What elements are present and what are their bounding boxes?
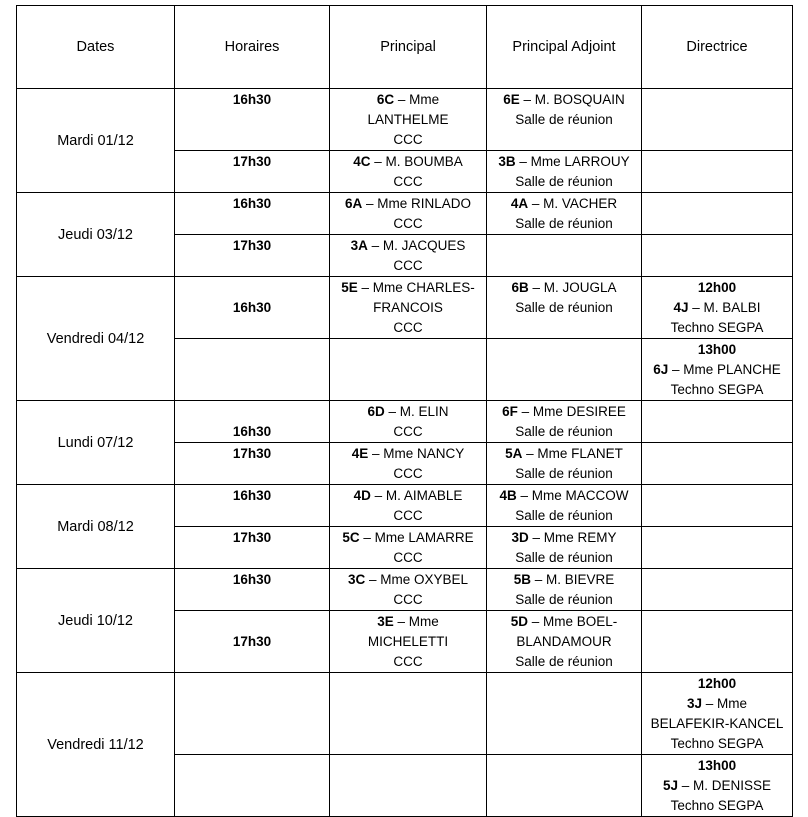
class-code: 3J: [686, 696, 702, 711]
class-code: 4C: [353, 154, 371, 169]
class-code: 4J: [673, 300, 689, 315]
time-cell: 16h30: [175, 193, 330, 235]
room: Salle de réunion: [515, 654, 613, 669]
teacher-name: M. JACQUES: [382, 238, 466, 253]
class-code: 5J: [662, 778, 678, 793]
directrice-cell: 12h00 3J – Mme BELAFEKIR-KANCEL Techno SEGPA: [642, 673, 793, 755]
principal-cell: 3C – Mme OXYBEL CCC: [330, 569, 487, 611]
teacher-name: M. BALBI: [703, 300, 761, 315]
teacher-name: Mme RINLADO: [377, 196, 472, 211]
room: Salle de réunion: [515, 112, 613, 127]
teacher-name: Mme: [408, 614, 439, 629]
adjoint-cell: 3B – Mme LARROUY Salle de réunion: [487, 151, 642, 193]
class-code: 6C: [376, 92, 395, 107]
table-row: [17, 485, 793, 527]
principal-cell: [330, 339, 487, 401]
room: Techno SEGPA: [670, 736, 764, 751]
directrice-cell: [642, 89, 793, 151]
principal-cell: 3E – Mme MICHELETTI CCC: [330, 611, 487, 673]
teacher-name: M. BIEVRE: [546, 572, 615, 587]
directrice-cell: 13h00 5J – M. DENISSE Techno SEGPA: [642, 755, 793, 817]
directrice-cell: [642, 611, 793, 673]
class-code: 6F: [502, 404, 518, 419]
adjoint-cell: [487, 339, 642, 401]
table-row: [17, 193, 793, 235]
directrice-cell: 12h00 4J – M. BALBI Techno SEGPA: [642, 277, 793, 339]
teacher-name: Mme CHARLES-: [372, 280, 475, 295]
class-code: 3C: [347, 572, 366, 587]
room: Salle de réunion: [515, 174, 613, 189]
principal-cell: [330, 673, 487, 755]
date-cell: Lundi 07/12: [17, 401, 175, 485]
adjoint-cell: [487, 755, 642, 817]
adjoint-cell: [487, 673, 642, 755]
meeting-hour: 12h00: [697, 676, 737, 691]
meeting-hour: 12h00: [697, 280, 737, 295]
teacher-name-cont: BLANDAMOUR: [516, 634, 612, 649]
teacher-name: Mme LAMARRE: [374, 530, 474, 545]
adjoint-cell: 5A – Mme FLANET Salle de réunion: [487, 443, 642, 485]
date-cell: Vendredi 11/12: [17, 673, 175, 817]
teacher-name: Mme FLANET: [537, 446, 623, 461]
room: Techno SEGPA: [670, 320, 764, 335]
room: Salle de réunion: [515, 550, 613, 565]
room: Salle de réunion: [515, 216, 613, 231]
meeting-hour: 13h00: [697, 758, 737, 773]
directrice-cell: [642, 193, 793, 235]
class-code: 6E: [503, 92, 520, 107]
header-directrice: Directrice: [642, 6, 793, 89]
room: Salle de réunion: [515, 300, 613, 315]
room: CCC: [393, 508, 423, 523]
room: CCC: [393, 424, 423, 439]
directrice-cell: 13h00 6J – Mme PLANCHE Techno SEGPA: [642, 339, 793, 401]
teacher-name: Mme MACCOW: [531, 488, 629, 503]
adjoint-cell: 5B – M. BIEVRE Salle de réunion: [487, 569, 642, 611]
room: Salle de réunion: [515, 592, 613, 607]
teacher-name: M. BOSQUAIN: [534, 92, 625, 107]
room: CCC: [393, 654, 423, 669]
date-cell: Mardi 08/12: [17, 485, 175, 569]
principal-cell: 5C – Mme LAMARRE CCC: [330, 527, 487, 569]
teacher-name: Mme: [717, 696, 748, 711]
room: Salle de réunion: [515, 466, 613, 481]
teacher-name-cont: FRANCOIS: [373, 300, 443, 315]
teacher-name: Mme REMY: [543, 530, 617, 545]
class-code: 4E: [351, 446, 369, 461]
room: CCC: [393, 592, 423, 607]
time-cell: 16h30: [175, 569, 330, 611]
class-code: 6D: [367, 404, 385, 419]
time-cell: [175, 755, 330, 817]
teacher-name: M. AIMABLE: [385, 488, 463, 503]
room: CCC: [393, 132, 423, 147]
adjoint-cell: [487, 235, 642, 277]
principal-cell: 6C – Mme LANTHELME CCC: [330, 89, 487, 151]
schedule-table: [16, 5, 793, 817]
class-code: 5C: [342, 530, 360, 545]
room: CCC: [393, 174, 423, 189]
directrice-cell: [642, 527, 793, 569]
adjoint-cell: 5D – Mme BOEL- BLANDAMOUR Salle de réunion: [487, 611, 642, 673]
meeting-hour: 13h00: [697, 342, 737, 357]
room: CCC: [393, 216, 423, 231]
teacher-name: M. BOUMBA: [385, 154, 463, 169]
principal-cell: 5E – Mme CHARLES- FRANCOIS CCC: [330, 277, 487, 339]
teacher-name-cont: BELAFEKIR-KANCEL: [650, 716, 784, 731]
time-cell: 16h30: [175, 485, 330, 527]
class-code: 6B: [511, 280, 529, 295]
teacher-name-cont: LANTHELME: [367, 112, 449, 127]
time-cell: 16h30: [175, 401, 330, 443]
time-cell: 16h30: [175, 89, 330, 151]
teacher-name: Mme DESIREE: [532, 404, 626, 419]
teacher-name: Mme OXYBEL: [380, 572, 469, 587]
teacher-name: M. DENISSE: [693, 778, 772, 793]
room: CCC: [393, 466, 423, 481]
principal-cell: 4D – M. AIMABLE CCC: [330, 485, 487, 527]
room: Techno SEGPA: [670, 382, 764, 397]
principal-cell: 4C – M. BOUMBA CCC: [330, 151, 487, 193]
class-code: 5D: [510, 614, 528, 629]
principal-cell: 6D – M. ELIN CCC: [330, 401, 487, 443]
teacher-name: Mme NANCY: [383, 446, 465, 461]
room: CCC: [393, 258, 423, 273]
header-principal-adjoint: Principal Adjoint: [487, 6, 642, 89]
adjoint-cell: 6B – M. JOUGLA Salle de réunion: [487, 277, 642, 339]
header-dates: Dates: [17, 6, 175, 89]
time-cell: 17h30: [175, 235, 330, 277]
directrice-cell: [642, 485, 793, 527]
table-row: [17, 89, 793, 151]
time-cell: 17h30: [175, 527, 330, 569]
room: CCC: [393, 320, 423, 335]
header-principal: Principal: [330, 6, 487, 89]
time-cell: [175, 339, 330, 401]
time-cell: 16h30: [175, 277, 330, 339]
class-code: 4A: [510, 196, 529, 211]
teacher-name: Mme BOEL-: [543, 614, 618, 629]
room: Salle de réunion: [515, 508, 613, 523]
directrice-cell: [642, 569, 793, 611]
class-code: 6A: [344, 196, 363, 211]
date-cell: Jeudi 10/12: [17, 569, 175, 673]
class-code: 5B: [513, 572, 531, 587]
adjoint-cell: 6F – Mme DESIREE Salle de réunion: [487, 401, 642, 443]
teacher-name: M. VACHER: [543, 196, 618, 211]
time-cell: [175, 673, 330, 755]
table-row: [17, 673, 793, 755]
room: Salle de réunion: [515, 424, 613, 439]
principal-cell: [330, 755, 487, 817]
class-code: 4D: [353, 488, 371, 503]
directrice-cell: [642, 443, 793, 485]
directrice-cell: [642, 401, 793, 443]
header-row: [17, 6, 793, 89]
directrice-cell: [642, 235, 793, 277]
room: CCC: [393, 550, 423, 565]
room: Techno SEGPA: [670, 798, 764, 813]
adjoint-cell: 3D – Mme REMY Salle de réunion: [487, 527, 642, 569]
principal-cell: 6A – Mme RINLADO CCC: [330, 193, 487, 235]
table-row: [17, 569, 793, 611]
directrice-cell: [642, 151, 793, 193]
principal-cell: 3A – M. JACQUES CCC: [330, 235, 487, 277]
table-row: [17, 277, 793, 339]
time-cell: 17h30: [175, 611, 330, 673]
class-code: 5E: [341, 280, 358, 295]
time-cell: 17h30: [175, 443, 330, 485]
date-cell: Mardi 01/12: [17, 89, 175, 193]
class-code: 3D: [511, 530, 529, 545]
teacher-name: Mme LARROUY: [530, 154, 630, 169]
adjoint-cell: 6E – M. BOSQUAIN Salle de réunion: [487, 89, 642, 151]
class-code: 5A: [505, 446, 523, 461]
date-cell: Vendredi 04/12: [17, 277, 175, 401]
class-code: 3B: [498, 154, 516, 169]
principal-cell: 4E – Mme NANCY CCC: [330, 443, 487, 485]
class-code: 6J: [653, 362, 669, 377]
class-code: 3A: [350, 238, 368, 253]
adjoint-cell: 4A – M. VACHER Salle de réunion: [487, 193, 642, 235]
date-cell: Jeudi 03/12: [17, 193, 175, 277]
teacher-name: Mme PLANCHE: [683, 362, 781, 377]
teacher-name: M. JOUGLA: [543, 280, 617, 295]
table-row: [17, 401, 793, 443]
class-code: 3E: [377, 614, 394, 629]
adjoint-cell: 4B – Mme MACCOW Salle de réunion: [487, 485, 642, 527]
teacher-name: Mme: [409, 92, 440, 107]
header-horaires: Horaires: [175, 6, 330, 89]
class-code: 4B: [499, 488, 517, 503]
teacher-name-cont: MICHELETTI: [367, 634, 449, 649]
teacher-name: M. ELIN: [399, 404, 449, 419]
time-cell: 17h30: [175, 151, 330, 193]
